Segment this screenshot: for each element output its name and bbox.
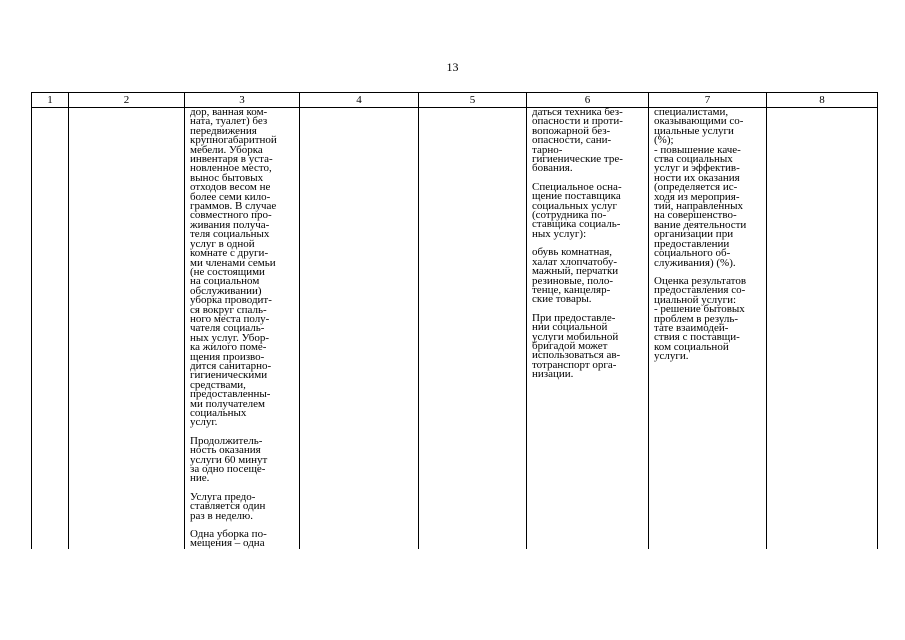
col6-paragraph-4 xyxy=(532,311,643,381)
cell-col-3 xyxy=(185,108,300,549)
text-line: При предоставле- xyxy=(532,311,616,324)
text-line: щения произво- xyxy=(190,350,265,363)
text-line: ность оказания xyxy=(190,444,261,457)
text-line: циальной услуги: xyxy=(654,293,737,306)
text-line: услуг и эффектив- xyxy=(654,162,740,175)
text-line: совместного про- xyxy=(190,209,272,222)
text-line: гигиенические тре- xyxy=(532,153,623,166)
text-line: теля социальных xyxy=(190,228,270,241)
text-line: халат хлопчатобу- xyxy=(532,255,617,268)
column-number-4: 4 xyxy=(300,93,419,108)
text-line: ного места полу- xyxy=(190,312,270,325)
text-line: вынос бытовых xyxy=(190,171,264,184)
text-line: ся вокруг спаль- xyxy=(190,303,267,316)
text-line: гигиеническими xyxy=(190,369,268,382)
text-line: мещения – одна xyxy=(190,537,265,550)
text-line: щение поставщика xyxy=(532,190,621,203)
text-line: на социальном xyxy=(190,275,260,288)
text-line: предоставлении xyxy=(654,237,730,250)
text-line: уборка проводит- xyxy=(190,294,272,307)
text-line: ствия с поставщи- xyxy=(654,331,740,344)
text-line: социальных услуг xyxy=(532,199,618,212)
text-line: услуги 60 минут xyxy=(190,453,268,466)
text-line: ставщика социаль- xyxy=(532,218,621,231)
cell-col-8 xyxy=(767,108,878,549)
text-line: обувь комнатная, xyxy=(532,246,613,259)
text-line: ские товары. xyxy=(532,293,592,306)
text-line: предоставленны- xyxy=(190,388,271,401)
column-number-6: 6 xyxy=(527,93,649,108)
text-line: социального об- xyxy=(654,247,731,260)
text-line: ных услуг): xyxy=(532,227,587,240)
text-line: использоваться ав- xyxy=(532,349,621,362)
text-line: тий, направленных xyxy=(654,200,744,213)
cell-col-4 xyxy=(300,108,419,549)
text-line: ние. xyxy=(190,472,210,485)
text-line: раз в неделю. xyxy=(190,509,253,522)
text-line: социальных xyxy=(190,407,247,419)
text-line: тенце, канцеляр- xyxy=(532,283,611,296)
text-line: новленное место, xyxy=(190,162,272,175)
text-line: ми членами семьи xyxy=(190,256,276,269)
text-line: ната, туалет) без xyxy=(190,115,268,128)
text-line: даться техника без- xyxy=(532,106,623,118)
text-line: (не состоящими xyxy=(190,265,265,278)
text-line: мажный, перчатки xyxy=(532,265,619,278)
text-line: опасности, сани- xyxy=(532,134,612,147)
text-line: вание деятельности xyxy=(654,218,747,231)
text-line: ства социальных xyxy=(654,153,733,166)
text-line: (%); xyxy=(654,134,674,147)
text-line: проблем в резуль- xyxy=(654,312,739,325)
column-number-5: 5 xyxy=(419,93,527,108)
text-line: специалистами, xyxy=(654,106,729,118)
text-line: Продолжитель- xyxy=(190,434,263,447)
col6-paragraph-1 xyxy=(532,108,643,174)
text-line: отходов весом не xyxy=(190,181,271,194)
cell-col-5 xyxy=(419,108,527,549)
col3-paragraph-2 xyxy=(190,434,294,485)
text-line: опасности и проти- xyxy=(532,115,623,128)
text-line: ка жилого поме- xyxy=(190,341,267,354)
cell-col-6 xyxy=(527,108,649,549)
column-number-8: 8 xyxy=(767,93,878,108)
col6-paragraph-2 xyxy=(532,180,643,240)
text-line: более семи кило- xyxy=(190,190,271,203)
text-line: мебели. Уборка xyxy=(190,143,263,156)
text-line: Оценка результатов xyxy=(654,274,747,287)
cell-col-1 xyxy=(32,108,69,549)
text-line: комнате с други- xyxy=(190,247,269,260)
column-number-2: 2 xyxy=(69,93,185,108)
text-line: ходя из мероприя- xyxy=(654,190,740,203)
col3-paragraph-3 xyxy=(190,490,294,522)
table-row xyxy=(32,108,878,549)
text-line: Специальное осна- xyxy=(532,180,622,193)
text-line: чателя социаль- xyxy=(190,322,265,335)
page-number: 13 xyxy=(446,60,459,74)
text-line: (определяется ис- xyxy=(654,181,738,194)
text-line: (сотрудника по- xyxy=(532,209,607,222)
text-line: инвентаря в уста- xyxy=(190,153,273,166)
col6-paragraph-3 xyxy=(532,248,643,304)
col7-paragraph-1 xyxy=(654,108,761,268)
column-number-7: 7 xyxy=(649,93,767,108)
text-line: вопожарной без- xyxy=(532,124,611,137)
text-line: тотранспорт орга- xyxy=(532,358,617,371)
text-line: нии социальной xyxy=(532,321,608,334)
text-line: Одна уборка по- xyxy=(190,528,267,541)
text-line: дится санитарно- xyxy=(190,359,272,372)
text-line: услуги. xyxy=(654,350,689,363)
text-line: за одно посеще- xyxy=(190,463,266,476)
text-line: бования. xyxy=(532,162,573,175)
text-line: обслуживании) xyxy=(190,284,262,297)
text-line: граммов. В случае xyxy=(190,200,277,213)
text-line: циальные услуги xyxy=(654,124,734,137)
text-line: передвижения xyxy=(190,124,257,137)
cell-col-7 xyxy=(649,108,767,549)
text-line: на совершенство- xyxy=(654,209,737,222)
text-line: бригадой может xyxy=(532,339,608,352)
text-line: живания получа- xyxy=(190,218,270,231)
text-line: ком социальной xyxy=(654,340,729,353)
column-number-1: 1 xyxy=(32,93,69,108)
text-line: тате взаимодей- xyxy=(654,321,729,334)
text-line: Услуга предо- xyxy=(190,490,256,503)
text-line: резиновые, поло- xyxy=(532,274,613,287)
text-line: служивания) (%). xyxy=(654,256,736,269)
column-number-row xyxy=(32,93,878,108)
cell-col-2 xyxy=(69,108,185,549)
services-table xyxy=(31,92,878,549)
text-line: оказывающими со- xyxy=(654,115,744,128)
text-line: - решение бытовых xyxy=(654,303,745,316)
col3-paragraph-1 xyxy=(190,108,294,428)
col3-paragraph-4 xyxy=(190,530,294,549)
text-line: низации. xyxy=(532,368,574,381)
text-line: ми получателем xyxy=(190,397,265,410)
text-line: - повышение каче- xyxy=(654,143,741,156)
text-line: ности их оказания xyxy=(654,171,740,184)
text-line: ных услуг. Убор- xyxy=(190,331,270,344)
text-line: услуг. xyxy=(190,416,218,429)
text-line: тарно- xyxy=(532,143,563,156)
column-number-3: 3 xyxy=(185,93,300,108)
text-line: крупногабаритной xyxy=(190,134,277,147)
text-line: дор, ванная ком- xyxy=(190,106,268,118)
text-line: ставляется один xyxy=(190,500,266,513)
text-line: организации при xyxy=(654,228,734,241)
text-line: предоставления со- xyxy=(654,284,746,297)
text-line: услуги мобильной xyxy=(532,330,619,343)
col7-paragraph-2 xyxy=(654,274,761,363)
text-line: средствами, xyxy=(190,378,246,391)
text-line: услуг в одной xyxy=(190,237,255,250)
